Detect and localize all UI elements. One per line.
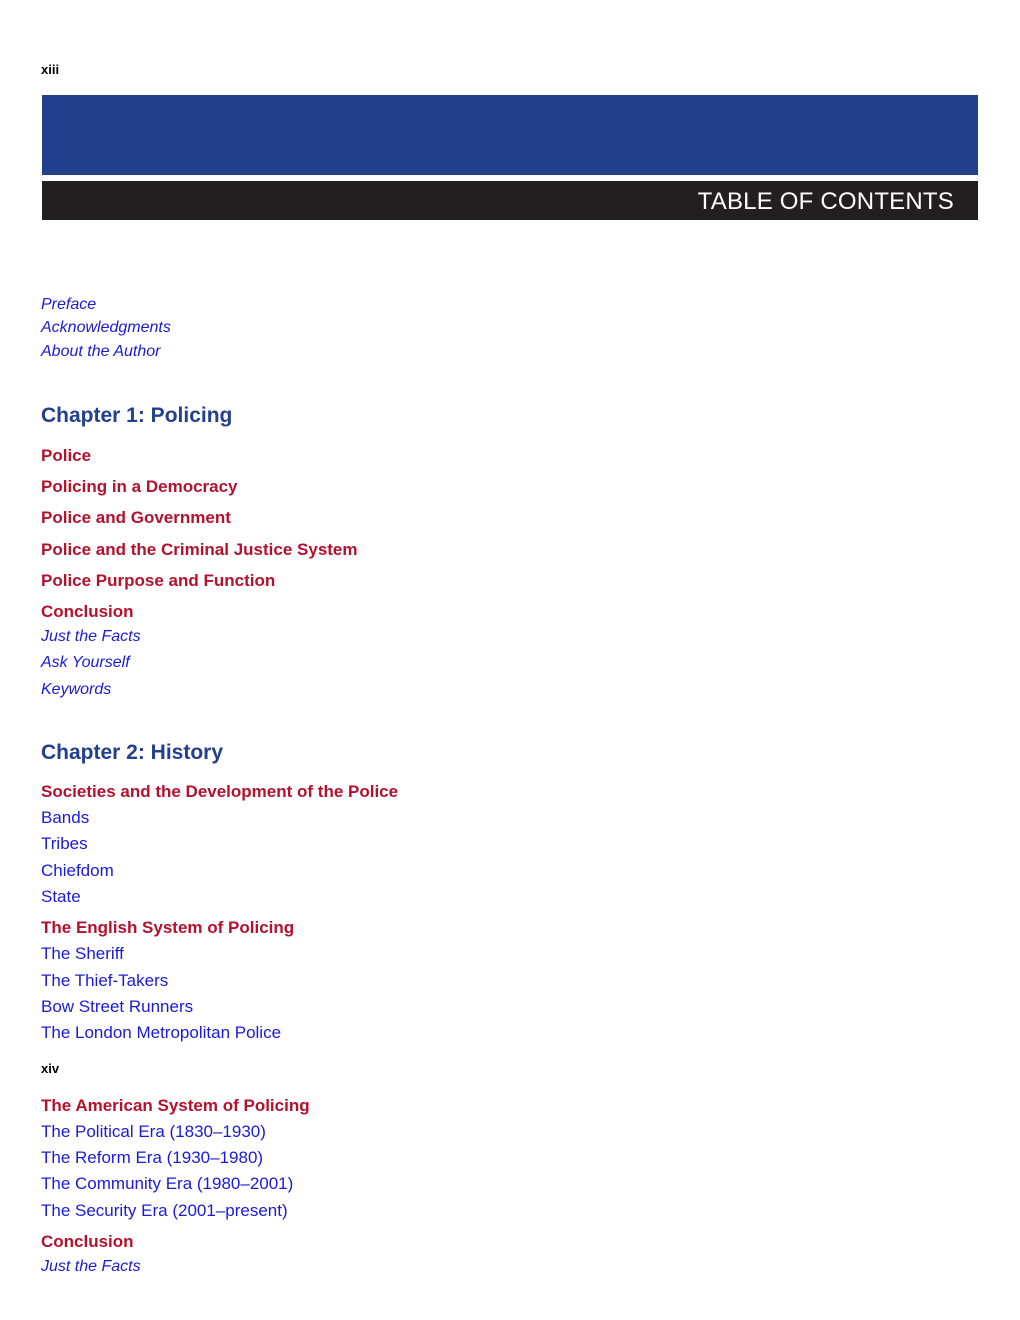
toc-section-link[interactable]: Policing in a Democracy [41,477,238,496]
toc-subsection-link[interactable]: The Community Era (1980–2001) [41,1174,294,1193]
header-accent-bar [42,95,978,175]
toc-subsection-link[interactable]: The Security Era (2001–present) [41,1201,288,1220]
toc-section-link[interactable]: Conclusion [41,602,134,621]
header-title-bar [42,181,978,220]
toc-section-link[interactable]: Police Purpose and Function [41,571,276,590]
toc-section-link[interactable]: Police and the Criminal Justice System [41,540,358,559]
toc-subsection-link[interactable]: The Political Era (1830–1930) [41,1122,266,1141]
toc-link-preface[interactable]: Preface [41,296,97,313]
toc-subsection-link[interactable]: The Thief-Takers [41,971,169,990]
toc-section-link[interactable]: Societies and the Development of the Police [41,782,399,801]
toc-section-link[interactable]: Police and Government [41,508,231,527]
toc-section-link[interactable]: Conclusion [41,1232,134,1251]
toc-endmatter-link[interactable]: Keywords [41,681,112,698]
page-number: xiii [41,62,60,77]
toc-subsection-link[interactable]: State [41,887,81,906]
toc-subsection-link[interactable]: Bow Street Runners [41,997,194,1016]
toc-section-link[interactable]: The American System of Policing [41,1096,310,1115]
toc-subsection-link[interactable]: The London Metropolitan Police [41,1023,282,1042]
toc-section-link[interactable]: The English System of Policing [41,918,295,937]
page-title: TABLE OF CONTENTS [697,188,954,215]
toc-endmatter-link[interactable]: Ask Yourself [41,654,130,671]
toc-endmatter-link[interactable]: Just the Facts [41,1258,141,1275]
toc-subsection-link[interactable]: The Sheriff [41,944,124,963]
toc-subsection-link[interactable]: Chiefdom [41,861,114,880]
toc-subsection-link[interactable]: Tribes [41,834,88,853]
toc-chapter-heading[interactable]: Chapter 1: Policing [41,404,233,427]
toc-subsection-link[interactable]: The Reform Era (1930–1980) [41,1148,264,1167]
toc-subsection-link[interactable]: Bands [41,808,90,827]
toc-section-link[interactable]: Police [41,446,92,465]
toc-link-about-author[interactable]: About the Author [41,343,161,360]
toc-chapter-heading[interactable]: Chapter 2: History [41,741,224,764]
page-number: xiv [41,1061,60,1076]
toc-endmatter-link[interactable]: Just the Facts [41,628,141,645]
toc-link-acknowledgments[interactable]: Acknowledgments [41,319,171,336]
